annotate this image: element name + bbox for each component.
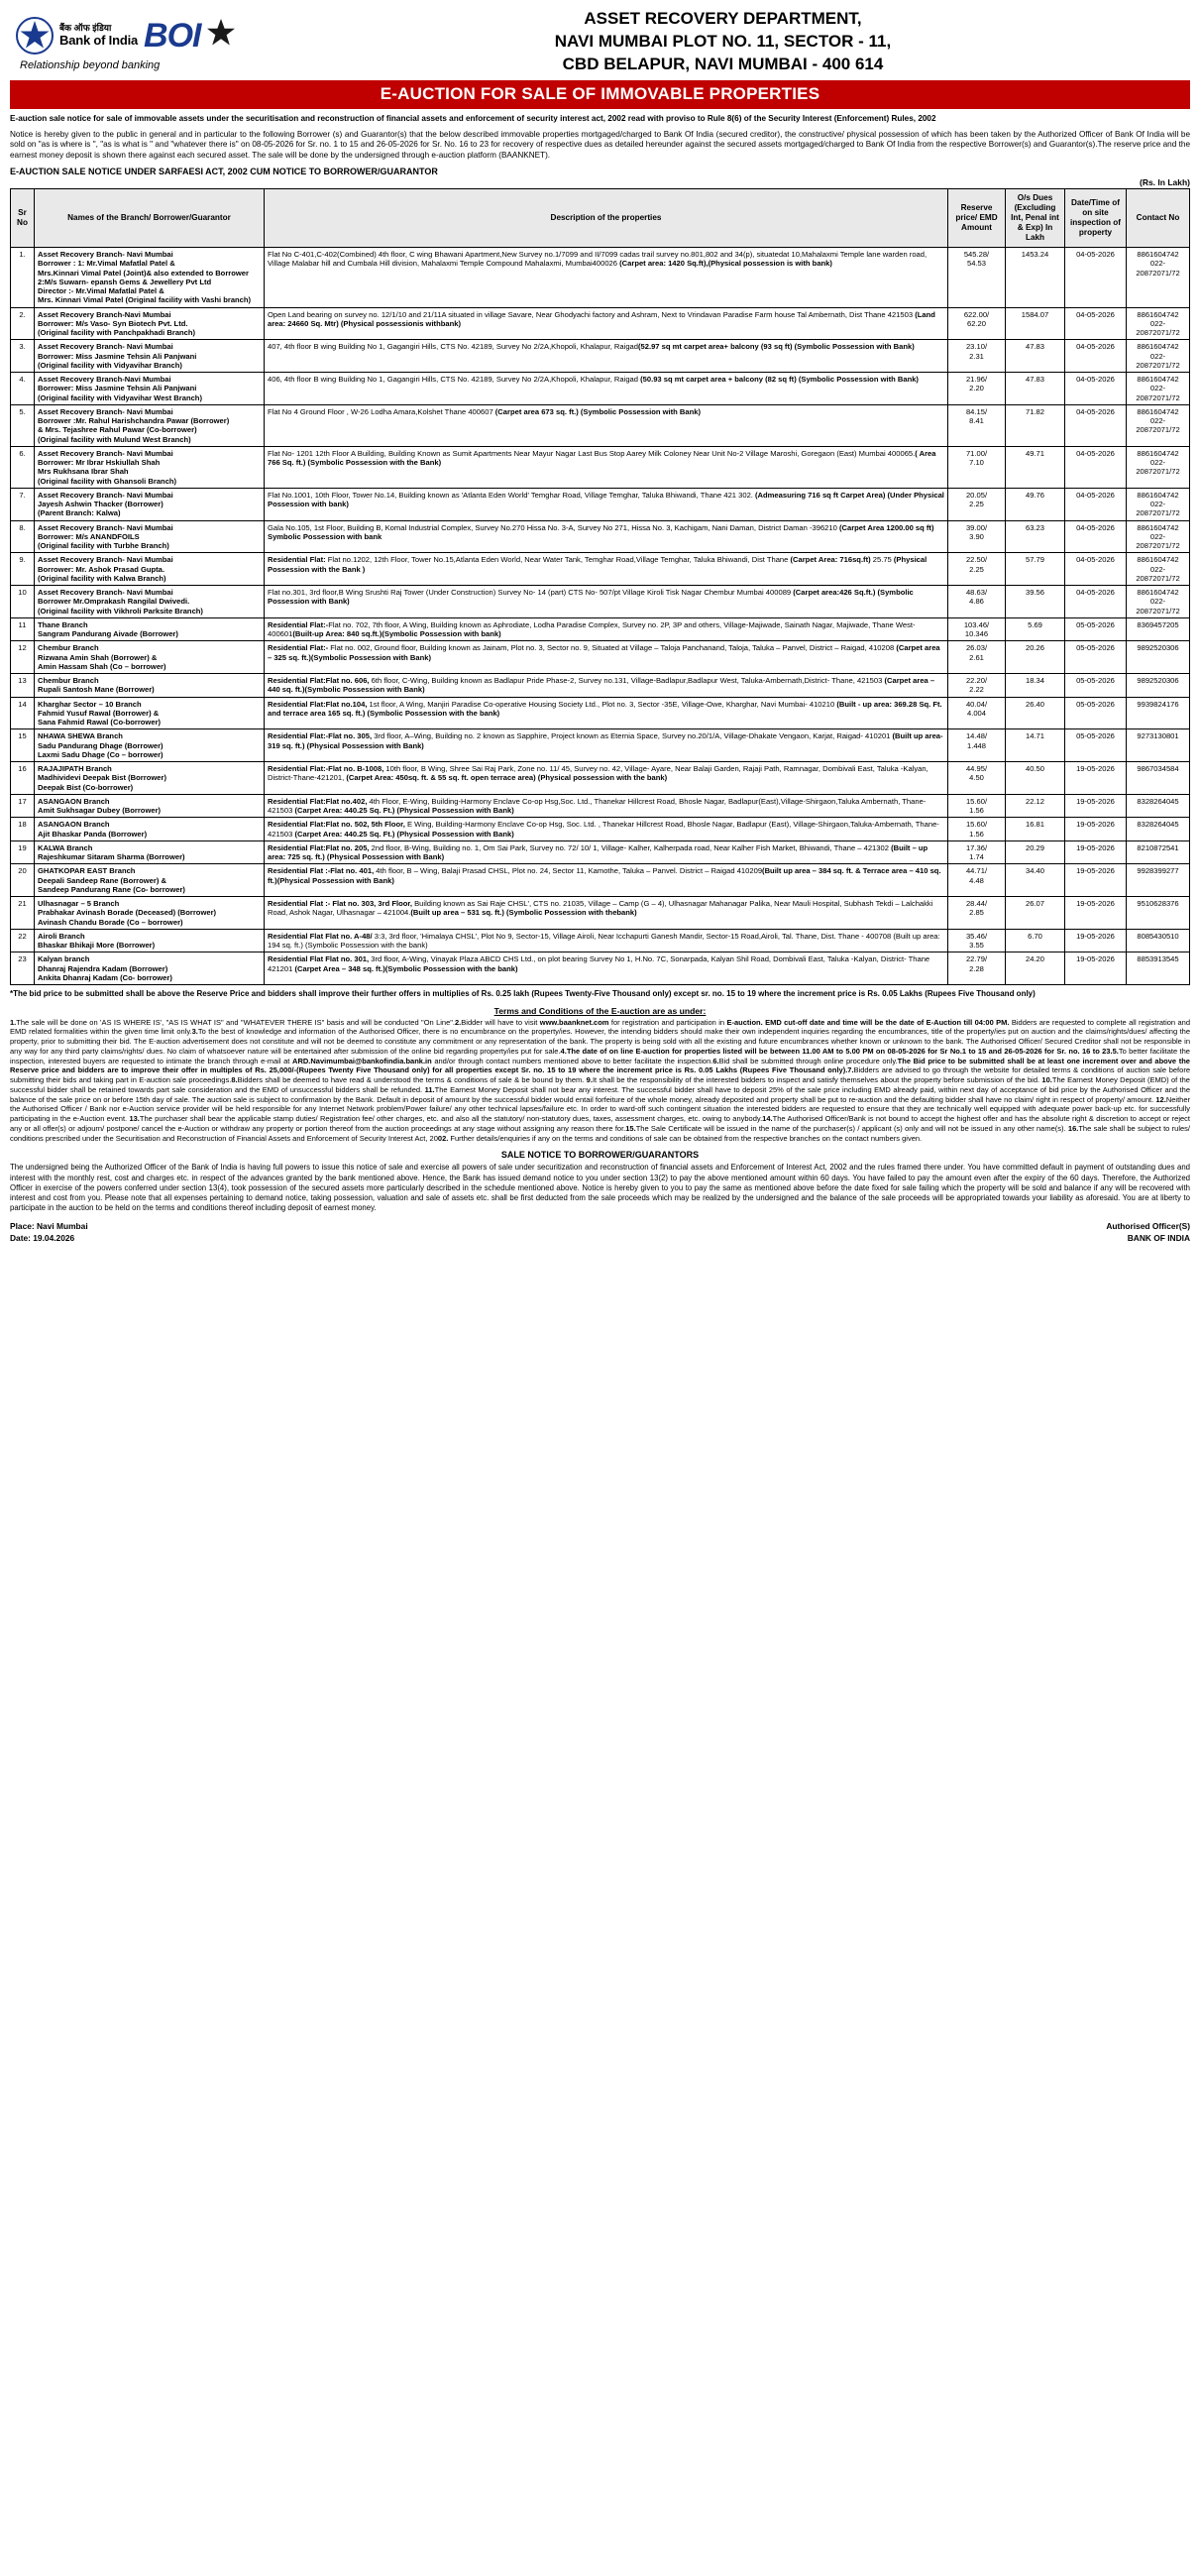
cell-property-description: Residential Flat:-Flat no. B-1008, 10th floor, B Wing, Shree Sai Raj Park, Zone no. 11/ 45, Survey no. 42, Village- Ayare, Near Balaji Garden, Rajaji Path, Ramnagar, Dombivali East, Taluka -Kalyan, District-Thane-421201, (Carpet Area: 450sq. ft. & 55 sq. ft. open terrace area) (Physical possession with the bank) xyxy=(265,762,948,795)
sale-notice-title: SALE NOTICE TO BORROWER/GUARANTORS xyxy=(500,1150,700,1161)
cell-outstanding-dues: 6.70 xyxy=(1006,929,1065,952)
cell-outstanding-dues: 26.07 xyxy=(1006,897,1065,930)
cell-branch-borrower: Asset Recovery Branch- Navi Mumbai Borrower: Mr. Ashok Prasad Gupta. (Original facility with Kalwa Branch) xyxy=(35,553,265,586)
signature-row xyxy=(10,1220,1190,1245)
cell-sr-no: 15 xyxy=(11,729,35,762)
cell-sr-no: 16 xyxy=(11,762,35,795)
place-label: Place: Navi Mumbai xyxy=(10,1220,88,1231)
department-title xyxy=(256,8,1190,78)
cell-outstanding-dues: 57.79 xyxy=(1006,553,1065,586)
cell-outstanding-dues: 49.71 xyxy=(1006,446,1065,488)
star-icon xyxy=(206,18,236,53)
cell-reserve-emd: 20.05/ 2.25 xyxy=(948,488,1006,520)
boi-logo-icon xyxy=(14,15,55,56)
cell-branch-borrower: ASANGAON Branch Amit Sukhsagar Dubey (Borrower) xyxy=(35,794,265,818)
cell-reserve-emd: 22.20/ 2.22 xyxy=(948,674,1006,698)
cell-sr-no: 4. xyxy=(11,373,35,405)
boi-abbrev: BOI xyxy=(144,16,201,55)
cell-property-description: Flat No 4 Ground Floor , W-26 Lodha Amara,Kolshet Thane 400607 (Carpet area 673 sq. ft.) (Symbolic Possession with Bank) xyxy=(265,404,948,446)
cell-contact-no: 9867034584 xyxy=(1127,762,1190,795)
cell-contact-no: 8861604742 022-20872071/72 xyxy=(1127,446,1190,488)
cell-sr-no: 6. xyxy=(11,446,35,488)
cell-sr-no: 23 xyxy=(11,952,35,985)
cell-reserve-emd: 15.60/ 1.56 xyxy=(948,794,1006,818)
cell-reserve-emd: 22.79/ 2.28 xyxy=(948,952,1006,985)
cell-outstanding-dues: 22.12 xyxy=(1006,794,1065,818)
cell-outstanding-dues: 47.83 xyxy=(1006,373,1065,405)
cell-sr-no: 22 xyxy=(11,929,35,952)
cell-sr-no: 1. xyxy=(11,248,35,308)
table-row xyxy=(11,697,1190,729)
cell-inspection-date: 04-05-2026 xyxy=(1065,373,1127,405)
table-head xyxy=(11,189,1190,248)
terms-title: Terms and Conditions of the E-auction are as under: xyxy=(493,1005,707,1016)
table-row xyxy=(11,307,1190,340)
cell-inspection-date: 19-05-2026 xyxy=(1065,818,1127,841)
cell-inspection-date: 19-05-2026 xyxy=(1065,840,1127,864)
cell-reserve-emd: 622.00/ 62.20 xyxy=(948,307,1006,340)
cell-property-description: Residential Flat:Flat no.104, 1st floor, A Wing, Manjiri Paradise Co-operative Housing Society Ltd., Plot no. 3, Sector -35E, Village-Owe, Kharghar, Navi Mumbai- 410210 (Built - up area: 369.28 Sq. Ft. and terrace area 165 sq. ft.) (Symbolic Possession with the bank) xyxy=(265,697,948,729)
table-row xyxy=(11,952,1190,985)
table-row xyxy=(11,929,1190,952)
cell-property-description: Flat No.1001, 10th Floor, Tower No.14, Building known as 'Atlanta Eden World' Temghar Road, Village Temghar, Taluka Bhiwandi, Thane 421 302. (Admeasuring 716 sq ft Carpet Area) (Under Physical Possession with bank) xyxy=(265,488,948,520)
cell-contact-no: 8853913545 xyxy=(1127,952,1190,985)
bank-logo-block xyxy=(10,8,256,78)
cell-inspection-date: 19-05-2026 xyxy=(1065,929,1127,952)
cell-property-description: Residential Flat :- Flat no. 303, 3rd Floor, Building known as Sai Raje CHSL', CTS no. 21035, Village – Camp (G – 4), Ulhasnagar Mahanagar Palika, Near Mauli Hospital, Subhash Tekdi – Lalchakki Road, Ashok Nagar, Ulhasnagar – 421004.(Built up area – 531 sq. ft.) (Symbolic Possession with thebank) xyxy=(265,897,948,930)
cell-contact-no: 9273130801 xyxy=(1127,729,1190,762)
sale-notice-heading: E-AUCTION SALE NOTICE UNDER SARFAESI ACT, 2002 CUM NOTICE TO BORROWER/GUARANTOR xyxy=(10,167,438,177)
cell-property-description: Residential Flat:Flat no. 502, 5th Floor, E Wing, Building-Harmony Enclave Co-op Hsg, Soc. Ltd. , Thanekar Hillcrest Road, Bhosle Nagar, Badlapur (East), Village-Shirgaon,Taluka-Ambernath, Thane-421503 (Carpet Area: 440.25 Sq. Ft.) (Physical Possession with Bank) xyxy=(265,818,948,841)
table-row xyxy=(11,617,1190,641)
cell-sr-no: 3. xyxy=(11,340,35,373)
cell-branch-borrower: Asset Recovery Branch-Navi Mumbai Borrower: M/s Vaso- Syn Biotech Pvt. Ltd. (Original facility with Panchpakhadi Branch) xyxy=(35,307,265,340)
intro-p1-text: E-auction sale notice for sale of immovable assets under the securitisation and reconstruction of financial assets and enforcement of security interest act, 2002 read with proviso to Rule 8(6) of the Security Interest (Enforcement) Rules, 2002 xyxy=(10,113,936,123)
cell-property-description: Residential Flat Flat no. A-48/ 3:3, 3rd floor, 'Himalaya CHSL', Plot No 9, Sector-15, Village Airoli, Near Icchapurti Ganesh Mandir, Sector-15 Road,Airoli, Tal. Thane, Dist. Thane - 400708 (Built up area: 194 sq. ft.) (Symbolic Possession with the bank) xyxy=(265,929,948,952)
cell-inspection-date: 19-05-2026 xyxy=(1065,897,1127,930)
cell-branch-borrower: Asset Recovery Branch- Navi Mumbai Borrower Mr.Omprakash Rangilal Dwivedi. (Original facility with Vikhroli Parksite Branch) xyxy=(35,586,265,618)
cell-outstanding-dues: 24.20 xyxy=(1006,952,1065,985)
cell-contact-no: 8861604742 022-20872071/72 xyxy=(1127,488,1190,520)
cell-inspection-date: 05-05-2026 xyxy=(1065,697,1127,729)
col-description: Description of the properties xyxy=(265,189,948,248)
cell-reserve-emd: 44.95/ 4.50 xyxy=(948,762,1006,795)
cell-reserve-emd: 545.28/ 54.53 xyxy=(948,248,1006,308)
cell-sr-no: 13 xyxy=(11,674,35,698)
cell-inspection-date: 05-05-2026 xyxy=(1065,641,1127,674)
cell-property-description: 407, 4th floor B wing Building No 1, Gagangiri Hills, CTS No. 42189, Survey No 2/2A,Khopoli, Khalapur, Raigad(52.97 sq mt carpet area+ balcony (93 sq ft) (Symbolic Possession with Bank) xyxy=(265,340,948,373)
table-row xyxy=(11,762,1190,795)
cell-reserve-emd: 17.36/ 1.74 xyxy=(948,840,1006,864)
cell-contact-no: 8861604742 022-20872071/72 xyxy=(1127,340,1190,373)
sale-notice-body: The undersigned being the Authorized Officer of the Bank of India is having full powers to issue this notice of sale and exercise all powers of sale under securitization and reconstruction of financial assets and Enforcement of Interest Act, 2002 and the rules framed there under. You have committed default in payment of outstanding dues and interest with the monthly rest, cost and charges etc. in respect of the advances granted by the bank mentioned above. Hence, the Bank has issued demand notice to you under section 13(2) to pay the above mentioned amount within 60 days. You have failed to pay the amount even after the expiry of the 60 days. Therefore, the Authorized Officer in exercise of the powers conferred under section 13(4), took possession of the secured assets more particularly described in the schedule mentioned above. Notice is hereby given to you to pay the same as mentioned above before the date fixed for sale failing which the property will be sold and balance if any will be recovered with interest and cost from you. Please note that all expenses pertaining to demand notice, taking possession, valuation and sale of assets etc. shall be first deducted from the sale proceeds which may be realized by the undersigned and the balance of the sale proceeds will be appropriated towards your liability as aforesaid. You are at liberty to participate in the auction to be held on the terms and conditions thereof including deposit of earnest money. xyxy=(10,1163,1190,1213)
col-reserve-price: Reserve price/ EMD Amount xyxy=(948,189,1006,248)
cell-outstanding-dues: 20.29 xyxy=(1006,840,1065,864)
cell-reserve-emd: 39.00/ 3.90 xyxy=(948,520,1006,553)
bid-increment-footnote: *The bid price to be submitted shall be above the Reserve Price and bidders shall improve their further offers in multiplies of Rs. 0.25 lakh (Rupees Twenty-Five Thousand only) except sr. no. 15 to 19 where the increment price is Rs. 0.05 Lakhs (Rupees Five Thousand only) xyxy=(10,989,1036,999)
table-row xyxy=(11,553,1190,586)
title-line-1: ASSET RECOVERY DEPARTMENT, xyxy=(584,9,862,28)
cell-contact-no: 8861604742 022-20872071/72 xyxy=(1127,307,1190,340)
cell-branch-borrower: KALWA Branch Rajeshkumar Sitaram Sharma (Borrower) xyxy=(35,840,265,864)
table-row xyxy=(11,404,1190,446)
cell-sr-no: 5. xyxy=(11,404,35,446)
cell-contact-no: 8861604742 022-20872071/72 xyxy=(1127,553,1190,586)
cell-inspection-date: 05-05-2026 xyxy=(1065,729,1127,762)
cell-sr-no: 20 xyxy=(11,864,35,897)
cell-branch-borrower: Asset Recovery Branch- Navi Mumbai Borrower: Miss Jasmine Tehsin Ali Panjwani (Original facility with Vidyavihar Branch) xyxy=(35,340,265,373)
authorised-officer-label: Authorised Officer(S) xyxy=(1106,1220,1190,1231)
cell-outstanding-dues: 40.50 xyxy=(1006,762,1065,795)
col-sr-no: Sr No xyxy=(11,189,35,248)
cell-contact-no: 8861604742 022-20872071/72 xyxy=(1127,248,1190,308)
cell-outstanding-dues: 39.56 xyxy=(1006,586,1065,618)
table-row xyxy=(11,520,1190,553)
cell-reserve-emd: 21.96/ 2.20 xyxy=(948,373,1006,405)
signature-left xyxy=(10,1220,88,1245)
cell-outstanding-dues: 71.82 xyxy=(1006,404,1065,446)
col-outstanding-dues: O/s Dues (Excluding Int, Penal int & Exp) In Lakh xyxy=(1006,189,1065,248)
cell-sr-no: 10 xyxy=(11,586,35,618)
cell-property-description: Residential Flat:Flat no. 606, 6th floor, C-Wing, Building known as Badlapur Pride Phase-2, Survey no.131, Village-Badlapur,Badlapur West, Taluka-Ambernath,District- Thane, 421503 (Carpet area – 440 sq. ft.)(Symbolic Possession with Bank) xyxy=(265,674,948,698)
cell-property-description: 406, 4th floor B wing Building No 1, Gagangiri Hills, CTS No. 42189, Survey No 2/2A,Khopoli, Khalapur, Raigad (50.93 sq mt carpet area + balcony (82 sq ft) (Symbolic Possession with Bank) xyxy=(265,373,948,405)
cell-property-description: Residential Flat:-Flat no. 305, 3rd floor, A–Wing, Building no. 2 known as Sapphire, Project known as Eternia Space, Survey no.20/1/A, Village-Dhakate Vengaon, Karjat, Raigad- 410201 (Built up area-319 sq. ft.) (Physical Possession with Bank) xyxy=(265,729,948,762)
cell-outstanding-dues: 47.83 xyxy=(1006,340,1065,373)
col-contact-no: Contact No xyxy=(1127,189,1190,248)
cell-reserve-emd: 48.63/ 4.86 xyxy=(948,586,1006,618)
cell-inspection-date: 04-05-2026 xyxy=(1065,520,1127,553)
cell-branch-borrower: GHATKOPAR EAST Branch Deepali Sandeep Rane (Borrower) & Sandeep Pandurang Rane (Co- borrower) xyxy=(35,864,265,897)
terms-text: 1.The sale will be done on 'AS IS WHERE IS', "AS IS WHAT IS" and "WHATEVER THERE IS" basis and will be conducted "On Line".2.Bidder will have to visit www.baanknet.com for registration and participation in E-auction. EMD cut-off date and time will be the date of E-Auction till 04:00 PM. Bidders are requested to complete all registration and EMD related formalities within the given time limit only.3.To the best of knowledge and information of the Authorised Officer, there is no encumbrance on the property/ies. However, the intending bidders should make their own independent inquiries regarding the encumbrances, title of the property/ies put on auction and the claims/rights/dues/ affecting the property, prior to submitting their bid. The E-auction advertisement does not constitute and will not be deemed to constitute any commitment or any representation of the bank. The property is being sold with all the existing and future encumbrances whether known or unknown to the bank. The Authorised Officer/ Secured Creditor shall not be responsible in any way for any third party claims/rights/ dues. No claim of whatsoever nature will be entertained after submission of the online bid regarding property/ies put for sale.4.The date of on line E-auction for properties listed will be between 11.00 AM to 5.00 PM on 08-05-2026 for Sr No.1 to 15 and 26-05-2026 for Sr. no. 16 to 23.5.To better facilitate the inspection, interested buyers are requested to intimate the branch through e-mail at ARD.Navimumbai@bankofindia.bank.in and/or through contact numbers mentioned above to better facilitate the inspection.6.Bid shall be submitted through online procedure only.The Bid price to be submitted shall be at least one increment over and above the Reserve price and bidders are to improve their offer in multiples of Rs. 25,000/-(Rupees Twenty Five Thousand only) for all properties except Sr. no. 15 to 19 where the increment price is Rs. 0.05 Lakhs (Rupees Five Thousand only).7.Bidders are advised to go through the website for detailed terms & conditions of auction sale before submitting their bids and taking part in E-auction sale proceedings.8.Bidders shall be deemed to have read & understood the terms & conditions of sale & be bound by them. 9.It shall be the responsibility of the interested bidders to inspect and satisfy themselves about the property before submission of the bid. 10.The Earnest Money Deposit (EMD) of the successful bidder shall be retained towards part sale consideration and the EMD of unsuccessful bidders shall be refunded. 11.The Earnest Money Deposit shall not bear any interest. The successful bidder shall have to deposit 25% of the sale price including EMD already paid, within next day of acceptance of bid price by the Authorised Officer and the balance of the sale price on or before 15th day of sale. The auction sale is subject to confirmation by the Bank. Default in deposit of amount by the successful bidder would entail forfeiture of the whole money, already deposited and property shall be put to re-auction and the defaulting bidder shall have no claim/ right in respect of property/ amount. 12.Neither the Authorised Officer / Bank nor e-Auction service provider will be held responsible for any Internet Network problem/Power failure/ any other technical lapses/failure etc. In order to ward-off such contingent situation the interested bidders are requested to ensure that they are technically well equipped with adequate power back-up etc. for successfully participating in the e-Auction event. 13.The purchaser shall bear the applicable stamp duties/ Registration fee/ other charges, etc. and also all the statutory/ non-statutory dues, taxes, assessment charges, etc. owing to anybody.14.The Authorised Officer/Bank is not bound to accept the highest offer and has the absolute right & discretion to accept or reject any or all offer(s) or adjourn/ postpone/ cancel the e-Auction or withdraw any property or portion thereof from the auction proceedings at any stage without assigning any reason there for.15.The Sale Certificate will be issued in the name of the purchaser(s) / applicant (s) only and will not be issued in any other name(s). 16.The sale shall be subject to rules/ conditions prescribed under the Securitisation and Reconstruction of Financial Assets and Enforcement of Security Interest Act, 2002. Further details/enquiries if any on the terms and conditions of sale can be obtained from the respective branches on the contact numbers given. xyxy=(10,1017,1191,1143)
cell-contact-no: 8369457205 xyxy=(1127,617,1190,641)
cell-sr-no: 2. xyxy=(11,307,35,340)
bank-name-block xyxy=(59,24,138,47)
table-row xyxy=(11,840,1190,864)
table-header-row xyxy=(11,189,1190,248)
cell-outstanding-dues: 1453.24 xyxy=(1006,248,1065,308)
cell-sr-no: 14 xyxy=(11,697,35,729)
cell-outstanding-dues: 18.34 xyxy=(1006,674,1065,698)
bank-label: BANK OF INDIA xyxy=(1127,1233,1190,1244)
cell-property-description: Residential Flat:Flat no. 205, 2nd floor, B-Wing, Building no. 1, Om Sai Park, Survey no. 72/ 10/ 1, Village- Kalher, Kalherpada road, Near Kalher Fish Market, Bhiwandi, Thane – 421302 (Built – up area: 725 sq. ft.) (Physical Possession with Bank) xyxy=(265,840,948,864)
cell-property-description: Residential Flat:Flat no.402, 4th Floor, E-Wing, Building-Harmony Enclave Co-op Hsg,Soc. Ltd., Thanekar Hillcrest Road, Bhosle Nagar, Badlapur(East),Village-Shirgaon,Taluka Ambernath, Thane-421503 (Carpet Area: 440.25 Sq. Ft.) (Physical Possession with Bank) xyxy=(265,794,948,818)
cell-contact-no: 8085430510 xyxy=(1127,929,1190,952)
cell-reserve-emd: 22.50/ 2.25 xyxy=(948,553,1006,586)
document-page xyxy=(0,0,1200,1255)
terms-body xyxy=(10,1018,1190,1144)
cell-property-description: Flat no.301, 3rd floor,B Wing Srushti Raj Tower (Under Construction) Survey No- 14 (part) CTS No- 507/pt Village Kiroli Tisk Nagar Chembur Mumbai 400089 (Carpet area:426 Sq.ft.) (Symbolic Possession with Bank) xyxy=(265,586,948,618)
cell-inspection-date: 04-05-2026 xyxy=(1065,488,1127,520)
table-row xyxy=(11,248,1190,308)
cell-contact-no: 9892520306 xyxy=(1127,641,1190,674)
cell-property-description: Flat No C-401,C-402(Combined) 4th floor, C wing Bhawani Apartment,New Survey no.1/7099 and II/7099 cadas trail survey no.801,802 and 34(p), situatedat 10,Mahalaxmi Temple lane warden road, Village Malabar hill and Cumbala Hill division, Mahalaxmi Temple Compound Mahalaxmi, Mumbai400026 (Carpet area: 1420 Sq.ft),(Physical possession is with bank) xyxy=(265,248,948,308)
cell-property-description: Residential Flat: Flat no.1202, 12th Floor, Tower No.15,Atlanta Eden World, Near Water Tank, Temghar Road,Village Temghar, Taluka Bhiwandi, Dist Thane (Carpet Area: 716sq.ft) 25.75 (Physical Possession with the Bank ) xyxy=(265,553,948,586)
cell-outstanding-dues: 34.40 xyxy=(1006,864,1065,897)
cell-outstanding-dues: 1584.07 xyxy=(1006,307,1065,340)
cell-property-description: Residential Flat Flat no. 301, 3rd floor, A-Wing, Vinayak Plaza ABCD CHS Ltd., on plot bearing Survey No 1, H.No. 7C, Sonarpada, Kalyan Shil Road, Dombivali East, Taluka -Kalyan, District- Thane 421201 (Carpet Area – 348 sq. ft.)(Symbolic Possession with the bank) xyxy=(265,952,948,985)
intro-paragraph-1 xyxy=(10,114,1190,125)
cell-reserve-emd: 103.46/ 10.346 xyxy=(948,617,1006,641)
table-row xyxy=(11,373,1190,405)
cell-inspection-date: 04-05-2026 xyxy=(1065,446,1127,488)
table-row xyxy=(11,586,1190,618)
cell-branch-borrower: Asset Recovery Branch- Navi Mumbai Borrower: Mr Ibrar Hskiullah Shah Mrs Rukhsana Ibrar Shah (Original facility with Ghansoli Branch) xyxy=(35,446,265,488)
cell-branch-borrower: Chembur Branch Rupali Santosh Mane (Borrower) xyxy=(35,674,265,698)
cell-reserve-emd: 84.15/ 8.41 xyxy=(948,404,1006,446)
table-row xyxy=(11,674,1190,698)
cell-branch-borrower: ASANGAON Branch Ajit Bhaskar Panda (Borrower) xyxy=(35,818,265,841)
table-row xyxy=(11,446,1190,488)
cell-branch-borrower: Asset Recovery Branch- Navi Mumbai Jayesh Ashwin Thacker (Borrower) (Parent Branch: Kalwa) xyxy=(35,488,265,520)
cell-reserve-emd: 28.44/ 2.85 xyxy=(948,897,1006,930)
document-header xyxy=(10,8,1190,78)
cell-inspection-date: 04-05-2026 xyxy=(1065,553,1127,586)
col-inspection-date: Date/Time of on site inspection of property xyxy=(1065,189,1127,248)
cell-contact-no: 9928399277 xyxy=(1127,864,1190,897)
table-row xyxy=(11,729,1190,762)
cell-branch-borrower: Airoli Branch Bhaskar Bhikaji More (Borrower) xyxy=(35,929,265,952)
cell-contact-no: 8210872541 xyxy=(1127,840,1190,864)
date-label: Date: 19.04.2026 xyxy=(10,1233,75,1244)
cell-sr-no: 11 xyxy=(11,617,35,641)
cell-property-description: Flat No- 1201 12th Floor A Building, Building Known as Sumit Apartments Near Mayur Nagar Last Bus Stop Aarey Milk Coloney Near Unit No-2 Village Maroshi, Goregaon (East) Mumbai 400065.( Area 766 Sq. ft.) (Symbolic Possession with the Bank) xyxy=(265,446,948,488)
cell-outstanding-dues: 26.40 xyxy=(1006,697,1065,729)
cell-inspection-date: 05-05-2026 xyxy=(1065,617,1127,641)
currency-unit-label: (Rs. In Lakh) xyxy=(1139,177,1190,188)
cell-branch-borrower: Chembur Branch Rizwana Amin Shah (Borrower) & Amin Hassam Shah (Co – borrower) xyxy=(35,641,265,674)
cell-sr-no: 19 xyxy=(11,840,35,864)
cell-reserve-emd: 15.60/ 1.56 xyxy=(948,818,1006,841)
cell-branch-borrower: Ulhasnagar – 5 Branch Prabhakar Avinash Borade (Deceased) (Borrower) Avinash Chandu Borade (Co – borrower) xyxy=(35,897,265,930)
bank-name-hindi: बैंक ऑफ इंडिया xyxy=(59,23,112,34)
col-branch-borrower: Names of the Branch/ Borrower/Guarantor xyxy=(35,189,265,248)
cell-sr-no: 9. xyxy=(11,553,35,586)
table-row xyxy=(11,864,1190,897)
cell-sr-no: 17 xyxy=(11,794,35,818)
cell-branch-borrower: Asset Recovery Branch- Navi Mumbai Borrower :Mr. Rahul Harishchandra Pawar (Borrower) & Mrs. Tejashree Rahul Pawar (Co-borrower) (Original facility with Mulund West Branch) xyxy=(35,404,265,446)
cell-outstanding-dues: 5.69 xyxy=(1006,617,1065,641)
cell-contact-no: 8861604742 022-20872071/72 xyxy=(1127,404,1190,446)
cell-reserve-emd: 40.04/ 4.004 xyxy=(948,697,1006,729)
cell-branch-borrower: Thane Branch Sangram Pandurang Aivade (Borrower) xyxy=(35,617,265,641)
bank-tagline: Relationship beyond banking xyxy=(20,58,161,71)
cell-branch-borrower: Asset Recovery Branch-Navi Mumbai Borrower: Miss Jasmine Tehsin Ali Panjwani (Original facility with Vidyavihar West Branch) xyxy=(35,373,265,405)
table-body xyxy=(11,248,1190,985)
auction-properties-table xyxy=(10,188,1190,985)
cell-reserve-emd: 35.46/ 3.55 xyxy=(948,929,1006,952)
intro-paragraph-2: Notice is hereby given to the public in general and in particular to the following Borrower (s) and Guarantor(s) that the below described immovable properties mortgaged/charged to Bank Of India (secured creditor), the constructive/ physical possession of which has been taken by the Authorized Officer of Bank Of India will be sold on "as is where is ", "as is what is " and "whatever there is" on 08-05-2026 for Sr. no. 1 to 15 and 26-05-2026 for Sr. No. 16 to 23 for recovery of respective dues as detailed hereunder against the secured assets mortgaged/charged to Bank Of India from the respective Borrower(s) and Guarantor(s).The reserve price and the earnest money deposit is shown there against each secured asset. The sale will be done by the undersigned through e-auction platform (BAANKNET). xyxy=(10,129,1190,161)
table-row xyxy=(11,641,1190,674)
cell-inspection-date: 04-05-2026 xyxy=(1065,586,1127,618)
table-row xyxy=(11,897,1190,930)
cell-property-description: Open Land bearing on survey no. 12/1/10 and 21/11A situated in village Savare, Near Ghodyachi factory and Ashram, Next to Vrindavan Paradise Farm house Tal Ambernath, Dist Thane 421503 (Land area: 24660 Sq. Mtr) (Physical possessionis withbank) xyxy=(265,307,948,340)
cell-outstanding-dues: 49.76 xyxy=(1006,488,1065,520)
cell-contact-no: 8328264045 xyxy=(1127,794,1190,818)
table-row xyxy=(11,340,1190,373)
cell-contact-no: 9510628376 xyxy=(1127,897,1190,930)
cell-branch-borrower: Kalyan branch Dhanraj Rajendra Kadam (Borrower) Ankita Dhanraj Kadam (Co- borrower) xyxy=(35,952,265,985)
title-line-2: NAVI MUMBAI PLOT NO. 11, SECTOR - 11, xyxy=(554,31,892,51)
cell-branch-borrower: RAJAJIPATH Branch Madhividevi Deepak Bist (Borrower) Deepak Bist (Co-borrower) xyxy=(35,762,265,795)
cell-inspection-date: 05-05-2026 xyxy=(1065,674,1127,698)
cell-branch-borrower: Asset Recovery Branch- Navi Mumbai Borrower: M/s ANANDFOILS (Original facility with Turbhe Branch) xyxy=(35,520,265,553)
cell-contact-no: 8328264045 xyxy=(1127,818,1190,841)
cell-property-description: Residential Flat:-Flat no. 702, 7th floor, A Wing, Building known as Aphrodiate, Lodha Paradise Complex, Survey no. 2P, 3P and others, Village-Majiwade, Sainath Nagar, Majiwade, Thane West-400601(Built-up Area: 840 sq.ft.)(Symbolic Possession with bank) xyxy=(265,617,948,641)
cell-sr-no: 8. xyxy=(11,520,35,553)
cell-branch-borrower: NHAWA SHEWA Branch Sadu Pandurang Dhage (Borrower) Laxmi Sadu Dhage (Co – borrower) xyxy=(35,729,265,762)
cell-branch-borrower: Kharghar Sector – 10 Branch Fahmid Yusuf Rawal (Borrower) & Sana Fahmid Rawal (Co-borrower) xyxy=(35,697,265,729)
bank-name-english: Bank of India xyxy=(59,32,139,48)
table-row xyxy=(11,488,1190,520)
title-line-3: CBD BELAPUR, NAVI MUMBAI - 400 614 xyxy=(562,54,884,73)
cell-outstanding-dues: 63.23 xyxy=(1006,520,1065,553)
cell-reserve-emd: 23.10/ 2.31 xyxy=(948,340,1006,373)
cell-reserve-emd: 71.00/ 7.10 xyxy=(948,446,1006,488)
cell-sr-no: 7. xyxy=(11,488,35,520)
cell-contact-no: 8861604742 022-20872071/72 xyxy=(1127,520,1190,553)
cell-outstanding-dues: 14.71 xyxy=(1006,729,1065,762)
cell-contact-no: 9939824176 xyxy=(1127,697,1190,729)
cell-sr-no: 21 xyxy=(11,897,35,930)
table-row xyxy=(11,794,1190,818)
cell-sr-no: 12 xyxy=(11,641,35,674)
auction-banner: E-AUCTION FOR SALE OF IMMOVABLE PROPERTIES xyxy=(10,80,1190,109)
cell-inspection-date: 19-05-2026 xyxy=(1065,864,1127,897)
cell-property-description: Residential Flat :-Flat no. 401, 4th floor, B – Wing, Balaji Prasad CHSL, Plot no. 24, Sector 11, Kamothe, Taluka – Panvel. District – Raigad 410209(Built up area – 384 sq. ft. & Terrace area – 410 sq. ft.)(Physical Possession with Bank) xyxy=(265,864,948,897)
cell-inspection-date: 04-05-2026 xyxy=(1065,340,1127,373)
cell-reserve-emd: 14.48/ 1.448 xyxy=(948,729,1006,762)
cell-branch-borrower: Asset Recovery Branch- Navi Mumbai Borrower : 1: Mr.Vimal Mafatlal Patel & Mrs.Kinnari Vimal Patel (Joint)& also extended to Borrower 2:M/s Suwarn- epansh Gems & Jewellery Pvt Ltd Director :- Mr.Vimal Mafatlal Patel & Mrs. Kinnari Vimal Patel (Original facility with Vashi branch) xyxy=(35,248,265,308)
table-row xyxy=(11,818,1190,841)
cell-inspection-date: 04-05-2026 xyxy=(1065,248,1127,308)
cell-inspection-date: 19-05-2026 xyxy=(1065,762,1127,795)
cell-reserve-emd: 26.03/ 2.61 xyxy=(948,641,1006,674)
cell-contact-no: 9892520306 xyxy=(1127,674,1190,698)
cell-contact-no: 8861604742 022-20872071/72 xyxy=(1127,586,1190,618)
cell-sr-no: 18 xyxy=(11,818,35,841)
cell-contact-no: 8861604742 022-20872071/72 xyxy=(1127,373,1190,405)
signature-right xyxy=(1106,1220,1190,1245)
cell-inspection-date: 04-05-2026 xyxy=(1065,404,1127,446)
cell-outstanding-dues: 16.81 xyxy=(1006,818,1065,841)
cell-reserve-emd: 44.71/ 4.48 xyxy=(948,864,1006,897)
cell-outstanding-dues: 20.26 xyxy=(1006,641,1065,674)
cell-inspection-date: 04-05-2026 xyxy=(1065,307,1127,340)
cell-property-description: Gala No.105, 1st Floor, Building B, Komal Industrial Complex, Survey No.270 Hissa No. 3-A, Survey No 271, Hissa No. 3, Kachigam, Nani Daman, District Daman -396210 (Carpet Area 1200.00 sq ft) Symbolic Possession with bank xyxy=(265,520,948,553)
cell-property-description: Residential Flat:- Flat no. 002, Ground floor, Building known as Jainam, Plot no. 3, Sector no. 9, Situated at Village – Taloja Panchanand, Taloja, Taluka – Panvel, District – Raigad, 410208 (Carpet area – 325 sq. ft.)(Symbolic Possession with Bank) xyxy=(265,641,948,674)
cell-inspection-date: 19-05-2026 xyxy=(1065,952,1127,985)
intro-section xyxy=(10,114,1190,162)
cell-inspection-date: 19-05-2026 xyxy=(1065,794,1127,818)
